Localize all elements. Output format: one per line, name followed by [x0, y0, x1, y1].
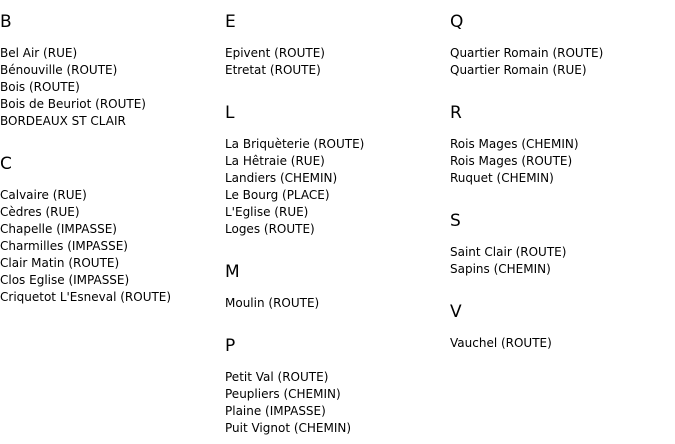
street-item: Charmilles (IMPASSE) — [0, 239, 128, 253]
letter-section-s — [450, 211, 675, 278]
letter-section-c — [0, 154, 225, 306]
letter-section-m — [225, 262, 450, 312]
letter-section-e — [225, 12, 450, 79]
street-list — [450, 45, 675, 79]
street-item: Rois Mages (ROUTE) — [450, 154, 573, 168]
street-item: La Hêtraie (RUE) — [225, 154, 325, 168]
street-item: Ruquet (CHEMIN) — [450, 171, 554, 185]
section-letter: V — [450, 302, 462, 322]
street-item: Bel Air (RUE) — [0, 46, 78, 60]
street-list — [0, 45, 225, 130]
letter-section-q — [450, 12, 675, 79]
street-item: Quartier Romain (RUE) — [450, 63, 587, 77]
section-letter: P — [225, 336, 236, 356]
street-list — [450, 244, 675, 278]
street-item: Bois de Beuriot (ROUTE) — [0, 97, 146, 111]
street-item: Saint Clair (ROUTE) — [450, 245, 567, 259]
street-item: Loges (ROUTE) — [225, 222, 315, 236]
street-item: Etretat (ROUTE) — [225, 63, 321, 77]
section-letter: L — [225, 103, 235, 123]
letter-section-b — [0, 12, 225, 130]
section-letter: C — [0, 154, 12, 174]
letter-section-r — [450, 103, 675, 187]
section-letter: S — [450, 211, 461, 231]
section-letter: E — [225, 12, 236, 32]
street-list — [225, 136, 450, 238]
street-item: BORDEAUX ST CLAIR — [0, 114, 126, 128]
street-list — [450, 335, 675, 352]
street-item: Landiers (CHEMIN) — [225, 171, 338, 185]
street-item: Cèdres (RUE) — [0, 205, 80, 219]
street-item: Le Bourg (PLACE) — [225, 188, 330, 202]
section-letter: M — [225, 262, 240, 282]
street-item: Criquetot L'Esneval (ROUTE) — [0, 290, 172, 304]
street-item: Puit Vignot (CHEMIN) — [225, 421, 352, 435]
street-item: Clair Matin (ROUTE) — [0, 256, 120, 270]
letter-section-p — [225, 336, 450, 437]
street-item: Petit Val (ROUTE) — [225, 370, 329, 384]
section-letter: R — [450, 103, 462, 123]
street-list — [450, 136, 675, 187]
letter-section-l — [225, 103, 450, 238]
street-item: La Briquèterie (ROUTE) — [225, 137, 365, 151]
street-list — [225, 45, 450, 79]
street-item: Rois Mages (CHEMIN) — [450, 137, 579, 151]
street-item: L'Eglise (RUE) — [225, 205, 309, 219]
street-list — [225, 295, 450, 312]
street-item: Epivent (ROUTE) — [225, 46, 325, 60]
street-item: Moulin (ROUTE) — [225, 296, 320, 310]
street-item: Bénouville (ROUTE) — [0, 63, 118, 77]
street-item: Clos Eglise (IMPASSE) — [0, 273, 130, 287]
street-list — [0, 187, 225, 306]
street-item: Calvaire (RUE) — [0, 188, 87, 202]
street-item: Quartier Romain (ROUTE) — [450, 46, 604, 60]
section-letter: B — [0, 12, 12, 32]
street-item: Bois (ROUTE) — [0, 80, 80, 94]
street-item: Vauchel (ROUTE) — [450, 336, 552, 350]
letter-section-v — [450, 302, 675, 352]
street-item: Peupliers (CHEMIN) — [225, 387, 341, 401]
street-list — [225, 369, 450, 437]
street-item: Chapelle (IMPASSE) — [0, 222, 117, 236]
street-item: Sapins (CHEMIN) — [450, 262, 551, 276]
street-item: Plaine (IMPASSE) — [225, 404, 326, 418]
section-letter: Q — [450, 12, 464, 32]
